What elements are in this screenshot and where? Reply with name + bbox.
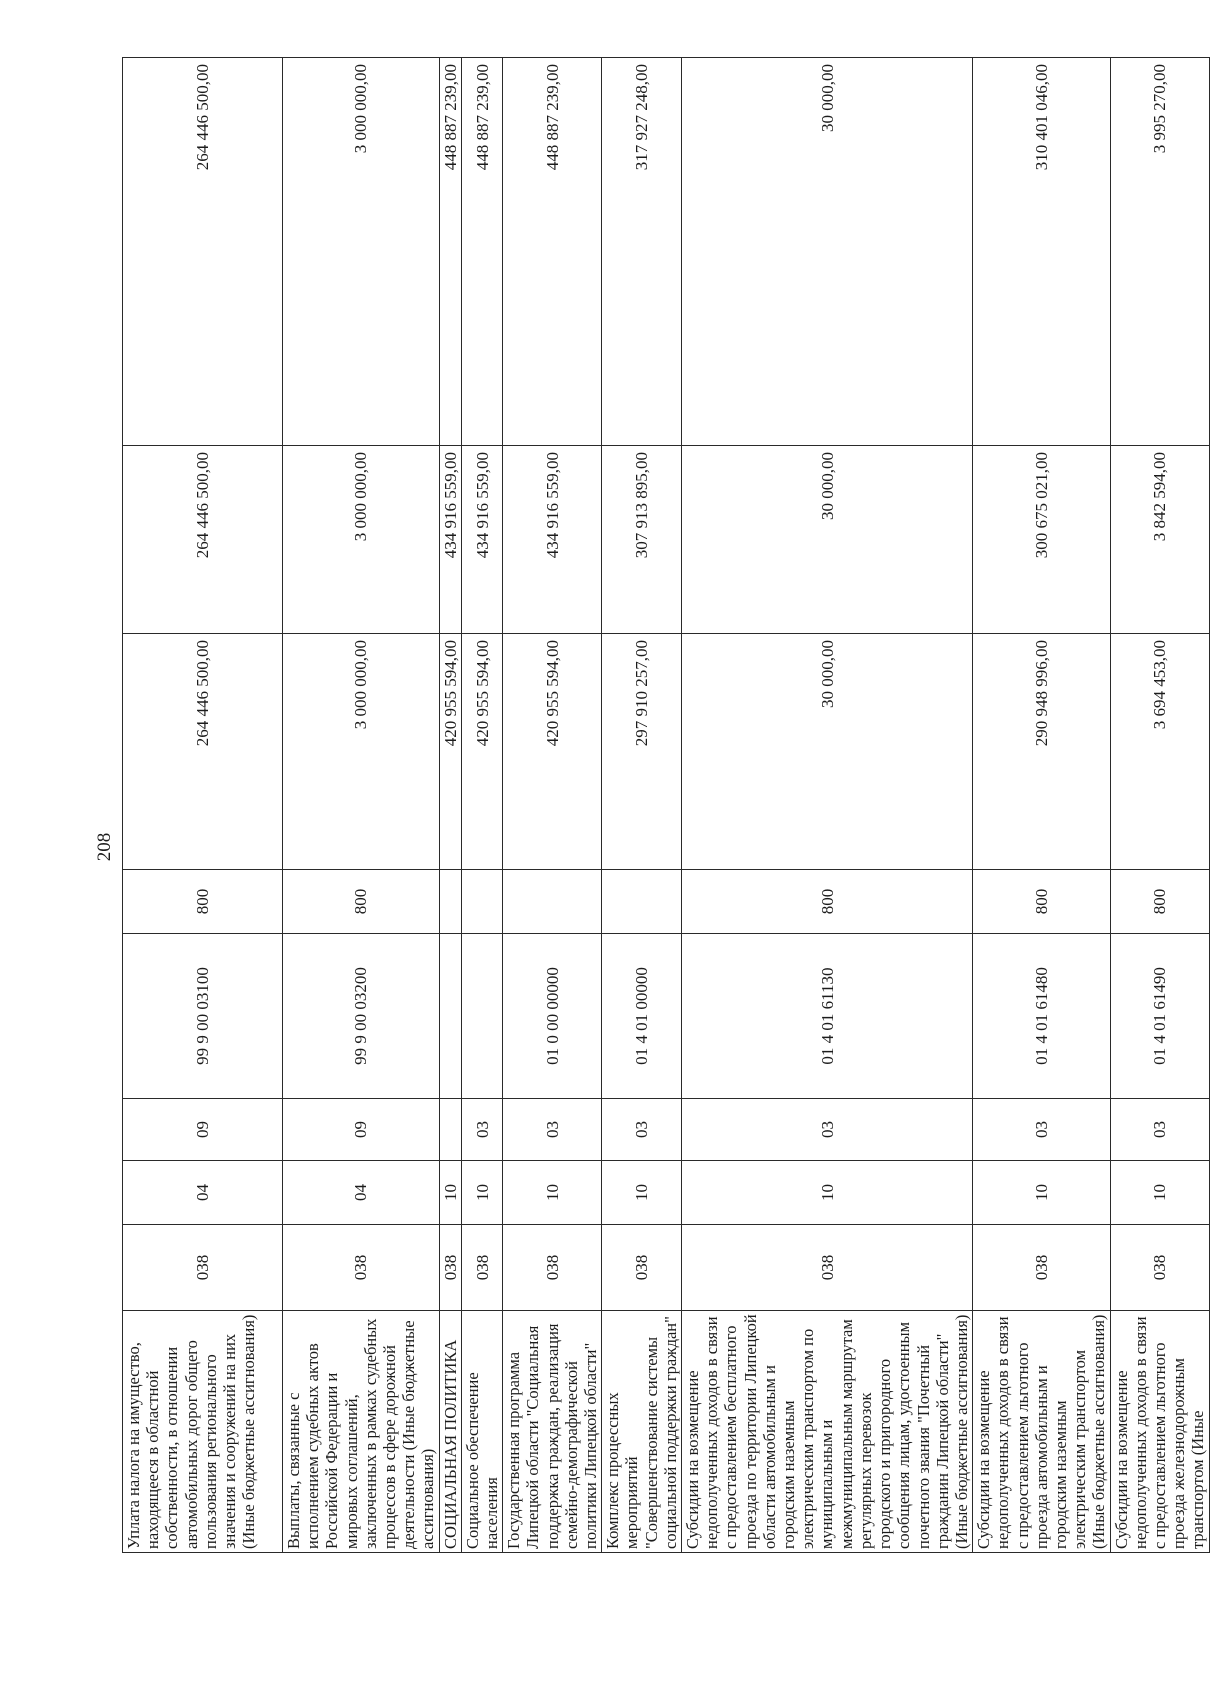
- row-name: Государственная программа Липецкой области "Социальная поддержка граждан, реализация семейно-демографической политики Липецкой области": [503, 1311, 602, 1553]
- row-vr-code: [503, 870, 602, 934]
- row-amount-year3: 317 927 248,00: [602, 58, 682, 446]
- row-csr-code: 01 4 01 61480: [973, 934, 1110, 1099]
- row-amount-year1: 420 955 594,00: [461, 634, 502, 870]
- row-gr-code: 038: [682, 1225, 973, 1311]
- row-pr-code: 03: [602, 1099, 682, 1161]
- page-number: 208: [94, 832, 115, 862]
- row-pr-code: 03: [461, 1099, 502, 1161]
- row-rz-code: 10: [973, 1161, 1110, 1225]
- row-amount-year2: 434 916 559,00: [461, 446, 502, 634]
- row-amount-year3: 3 000 000,00: [283, 58, 440, 446]
- table-row: [123, 58, 283, 1553]
- row-pr-code: 03: [503, 1099, 602, 1161]
- row-csr-code: [461, 934, 502, 1099]
- row-pr-code: [439, 1099, 461, 1161]
- row-csr-code: 01 4 01 61490: [1110, 934, 1209, 1099]
- row-vr-code: 800: [682, 870, 973, 934]
- row-name: Субсидии на возмещение недополученных доходов в связи с предоставлением бесплатного проезда по территории Липецкой области автомобильным и городским наземным электрическим транспортом по муниципальным и межмуниципальным маршрутам регулярных перевозок городского и пригородного сообщения лицам, удостоенным почетного звания "Почетный гражданин Липецкой области" (Иные бюджетные ассигнования): [682, 1311, 973, 1553]
- row-amount-year1: 264 446 500,00: [123, 634, 283, 870]
- row-name: Выплаты, связанные с исполнением судебных актов Российской Федерации и мировых соглашений, заключенных в рамках судебных процессов в сфере дорожной деятельности (Иные бюджетные ассигнования): [283, 1311, 440, 1553]
- row-rz-code: 04: [123, 1161, 283, 1225]
- budget-table-rotated: [122, 58, 1208, 1553]
- table-row: [283, 58, 440, 1553]
- row-amount-year3: 310 401 046,00: [973, 58, 1110, 446]
- row-csr-code: [439, 934, 461, 1099]
- row-amount-year1: 290 948 996,00: [973, 634, 1110, 870]
- row-pr-code: 09: [123, 1099, 283, 1161]
- row-pr-code: 03: [973, 1099, 1110, 1161]
- row-gr-code: 038: [602, 1225, 682, 1311]
- row-amount-year2: 434 916 559,00: [503, 446, 602, 634]
- row-amount-year2: 307 913 895,00: [602, 446, 682, 634]
- row-vr-code: 800: [123, 870, 283, 934]
- row-name: СОЦИАЛЬНАЯ ПОЛИТИКА: [439, 1311, 461, 1553]
- row-csr-code: 01 4 01 61130: [682, 934, 973, 1099]
- row-gr-code: 038: [973, 1225, 1110, 1311]
- row-vr-code: [461, 870, 502, 934]
- row-amount-year1: 420 955 594,00: [503, 634, 602, 870]
- row-pr-code: 03: [682, 1099, 973, 1161]
- row-name: Субсидии на возмещение недополученных доходов в связи с предоставлением льготного проезда автомобильным и городским наземным электрическим транспортом (Иные бюджетные ассигнования): [973, 1311, 1110, 1553]
- row-amount-year2: 30 000,00: [682, 446, 973, 634]
- row-pr-code: 09: [283, 1099, 440, 1161]
- row-rz-code: 10: [461, 1161, 502, 1225]
- row-gr-code: 038: [283, 1225, 440, 1311]
- row-csr-code: 01 4 01 00000: [602, 934, 682, 1099]
- row-amount-year3: 448 887 239,00: [503, 58, 602, 446]
- row-rz-code: 10: [439, 1161, 461, 1225]
- row-amount-year2: 434 916 559,00: [439, 446, 461, 634]
- row-rz-code: 10: [602, 1161, 682, 1225]
- row-amount-year3: 448 887 239,00: [439, 58, 461, 446]
- row-csr-code: 99 9 00 03100: [123, 934, 283, 1099]
- table-row: [602, 58, 682, 1553]
- row-name: Субсидии на возмещение недополученных доходов в связи с предоставлением льготного проезда железнодорожным транспортом (Иные: [1110, 1311, 1209, 1553]
- table-row: [461, 58, 502, 1553]
- row-rz-code: 10: [1110, 1161, 1209, 1225]
- row-gr-code: 038: [461, 1225, 502, 1311]
- row-amount-year3: 448 887 239,00: [461, 58, 502, 446]
- row-csr-code: 01 0 00 00000: [503, 934, 602, 1099]
- row-amount-year1: 297 910 257,00: [602, 634, 682, 870]
- row-vr-code: 800: [973, 870, 1110, 934]
- row-amount-year2: 264 446 500,00: [123, 446, 283, 634]
- row-vr-code: 800: [1110, 870, 1209, 934]
- table-body: [123, 58, 1210, 1553]
- row-amount-year2: 3 842 594,00: [1110, 446, 1209, 634]
- row-vr-code: 800: [283, 870, 440, 934]
- row-csr-code: 99 9 00 03200: [283, 934, 440, 1099]
- row-gr-code: 038: [503, 1225, 602, 1311]
- row-amount-year1: 3 000 000,00: [283, 634, 440, 870]
- row-amount-year2: 3 000 000,00: [283, 446, 440, 634]
- table-row: [439, 58, 461, 1553]
- row-amount-year2: 300 675 021,00: [973, 446, 1110, 634]
- row-gr-code: 038: [123, 1225, 283, 1311]
- row-pr-code: 03: [1110, 1099, 1209, 1161]
- budget-table: [122, 57, 1210, 1553]
- table-row: [1110, 58, 1209, 1553]
- row-name: Социальное обеспечение населения: [461, 1311, 502, 1553]
- row-vr-code: [439, 870, 461, 934]
- table-row: [973, 58, 1110, 1553]
- table-row: [503, 58, 602, 1553]
- row-gr-code: 038: [439, 1225, 461, 1311]
- table-row: [682, 58, 973, 1553]
- row-amount-year3: 3 995 270,00: [1110, 58, 1209, 446]
- row-amount-year1: 30 000,00: [682, 634, 973, 870]
- row-amount-year3: 30 000,00: [682, 58, 973, 446]
- row-vr-code: [602, 870, 682, 934]
- row-gr-code: 038: [1110, 1225, 1209, 1311]
- row-rz-code: 04: [283, 1161, 440, 1225]
- row-amount-year3: 264 446 500,00: [123, 58, 283, 446]
- row-amount-year1: 3 694 453,00: [1110, 634, 1209, 870]
- row-amount-year1: 420 955 594,00: [439, 634, 461, 870]
- row-rz-code: 10: [682, 1161, 973, 1225]
- row-rz-code: 10: [503, 1161, 602, 1225]
- row-name: Уплата налога на имущество, находящееся в областной собственности, в отношении автомобильных дорог общего пользования регионального значения и сооружений на них (Иные бюджетные ассигнования): [123, 1311, 283, 1553]
- row-name: Комплекс процессных мероприятий "Совершенствование системы социальной поддержки граждан": [602, 1311, 682, 1553]
